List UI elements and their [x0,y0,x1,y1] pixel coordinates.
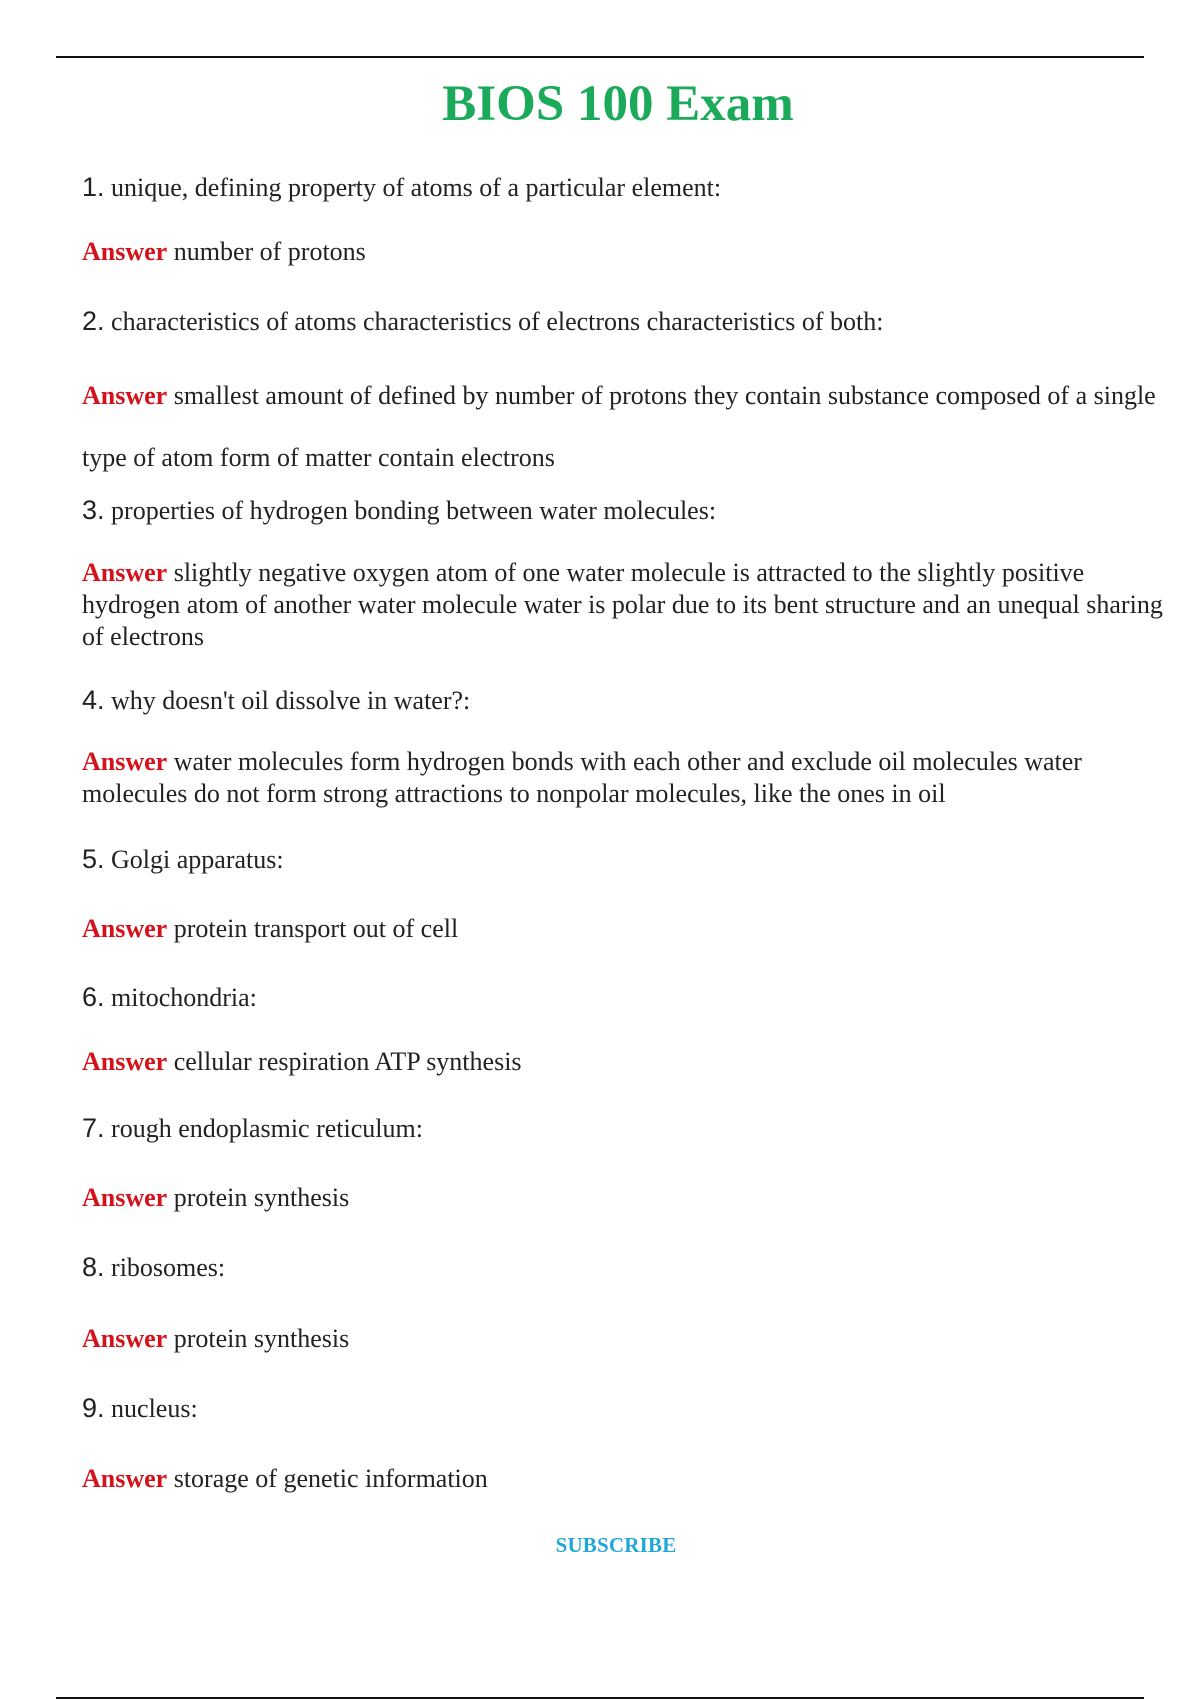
answer-9 [82,1463,1172,1495]
question-number: 5. [82,844,105,874]
question-number: 3. [82,495,105,525]
page-title: BIOS 100 Exam [442,76,794,132]
question-number: 2. [82,306,105,336]
question-4 [82,683,470,718]
answer-6 [82,1046,1172,1078]
question-number: 1. [82,172,105,202]
question-number: 6. [82,982,105,1012]
question-number: 7. [82,1113,105,1143]
answer-text: slightly negative oxygen atom of one water molecule is attracted to the slightly positive hydrogen atom of another water molecule water is polar due to its bent structure and an unequal sharing of electrons [82,558,1163,651]
question-text: ribosomes: [111,1253,226,1282]
answer-text: cellular respiration ATP synthesis [173,1047,522,1076]
answer-2 [82,365,1172,489]
bottom-rule [56,1697,1144,1699]
answer-label: Answer [82,914,168,943]
question-number: 8. [82,1252,105,1282]
question-6 [82,980,257,1015]
answer-label: Answer [82,237,168,266]
answer-label: Answer [82,1324,168,1353]
answer-7 [82,1182,1172,1214]
question-5 [82,842,284,877]
subscribe-link[interactable]: SUBSCRIBE [555,1533,677,1557]
answer-label: Answer [82,1183,168,1212]
question-8 [82,1250,225,1285]
question-text: characteristics of atoms characteristics of electrons characteristics of both: [111,307,884,336]
question-text: properties of hydrogen bonding between water molecules: [111,496,717,525]
answer-5 [82,913,1172,945]
question-text: unique, defining property of atoms of a particular element: [111,173,722,202]
question-3 [82,493,716,528]
answer-3 [82,557,1172,653]
answer-text: protein transport out of cell [173,914,459,943]
answer-8 [82,1323,1172,1355]
question-text: nucleus: [111,1394,198,1423]
answer-text: protein synthesis [173,1183,350,1212]
answer-label: Answer [82,1464,168,1493]
answer-4 [82,746,1172,810]
question-text: mitochondria: [111,983,257,1012]
answer-text: protein synthesis [173,1324,350,1353]
answer-text: smallest amount of defined by number of protons they contain substance composed of a single type of atom form of matter contain electrons [82,381,1156,472]
question-1 [82,170,721,205]
answer-text: storage of genetic information [173,1464,488,1493]
question-9 [82,1391,198,1426]
top-rule [56,56,1144,58]
question-number: 4. [82,685,105,715]
answer-label: Answer [82,381,168,410]
question-text: rough endoplasmic reticulum: [111,1114,423,1143]
answer-label: Answer [82,747,168,776]
question-text: Golgi apparatus: [111,845,284,874]
answer-text: water molecules form hydrogen bonds with each other and exclude oil molecules water molecules do not form strong attractions to nonpolar molecules, like the ones in oil [82,747,1082,808]
answer-label: Answer [82,1047,168,1076]
question-7 [82,1111,423,1146]
question-2 [82,304,883,339]
question-number: 9. [82,1393,105,1423]
answer-text: number of protons [173,237,366,266]
answer-1 [82,236,1172,268]
question-text: why doesn't oil dissolve in water?: [111,686,471,715]
answer-label: Answer [82,558,168,587]
